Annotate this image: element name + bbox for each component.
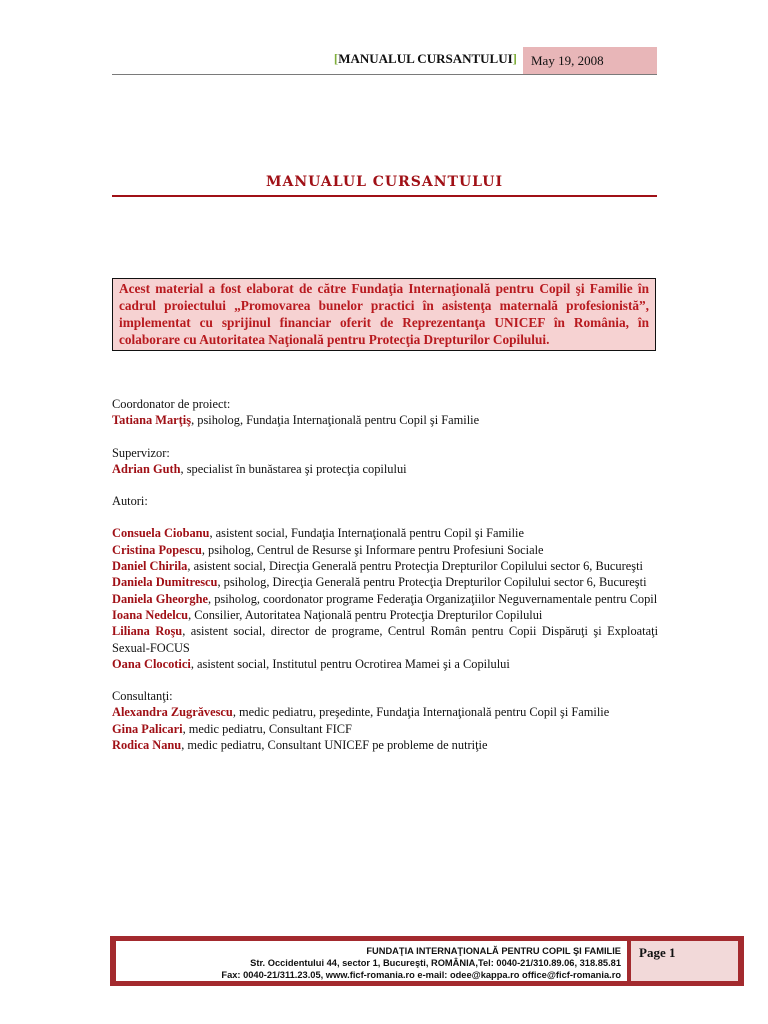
author-name: Daniel Chirila <box>112 559 188 574</box>
supervisor-label: Supervizor: <box>112 445 170 460</box>
consultant-desc: , medic pediatru, Consultant FICF <box>182 721 352 736</box>
author-name: Consuela Ciobanu <box>112 526 210 541</box>
author-name: Oana Clocotici <box>112 656 191 671</box>
consultant-name: Alexandra Zugrăvescu <box>112 705 233 720</box>
author-name: Daniela Gheorghe <box>112 591 209 606</box>
supervisor-desc: , specialist în bunăstarea şi protecţia copilului <box>180 461 407 476</box>
consultant-entry <box>112 737 658 753</box>
author-desc: , psiholog, coordonator programe Federaţia Organizaţiilor Neguvernamentale pentru Copil <box>208 591 658 606</box>
consultant-desc: , medic pediatru, Consultant UNICEF pe probleme de nutriţie <box>181 738 488 753</box>
author-desc: , asistent social, Institutul pentru Ocrotirea Mamei şi a Copilului <box>190 656 510 671</box>
author-desc: , asistent social, Fundaţia Internaţională pentru Copil şi Familie <box>209 526 524 541</box>
footer-contact: Fax: 0040-21/311.23.05, www.ficf-romania.ro e-mail: odee@kappa.ro office@ficf-romania.ro <box>221 970 621 981</box>
footer-org-name: FUNDAŢIA INTERNAŢIONALĂ PENTRU COPIL ŞI FAMILIE <box>366 946 621 956</box>
title-underline <box>112 195 657 197</box>
funding-notice: Acest material a fost elaborat de către Fundaţia Internaţională pentru Copil şi Familie în cadrul proiectului „Promovarea bunelor practici în asistenţa maternală profesionistă”, implementat cu sprijinul financiar oferit de Reprezentanţa UNICEF în România, în colaborare cu Autoritatea Naţională pentru Protecţia Drepturilor Copilului. <box>112 278 656 351</box>
author-entry <box>112 656 658 672</box>
credits-section <box>112 396 658 753</box>
author-desc: , asistent social, Direcţia Generală pentru Protecţia Drepturilor Copilului sector 6, Bucureşti <box>187 559 643 574</box>
author-entry <box>112 623 658 656</box>
author-entry <box>112 542 658 558</box>
authors-label: Autori: <box>112 494 148 509</box>
consultant-name: Gina Palicari <box>112 721 183 736</box>
author-name: Daniela Dumitrescu <box>112 575 218 590</box>
author-entry <box>112 558 658 574</box>
consultant-desc: , medic pediatru, preşedinte, Fundaţia Internaţională pentru Copil şi Familie <box>232 705 610 720</box>
header-bracket-open: [ <box>333 51 339 66</box>
author-desc: , Consilier, Autoritatea Naţională pentru Protecţia Drepturilor Copilului <box>188 607 543 622</box>
coordinator-name: Tatiana Marţiş <box>112 413 192 428</box>
consultants-label: Consultanţi: <box>112 689 173 704</box>
consultant-name: Rodica Nanu <box>112 738 182 753</box>
header-title <box>334 51 517 67</box>
coordinator-desc: , psiholog, Fundaţia Internaţională pentru Copil şi Familie <box>191 413 480 428</box>
supervisor-name: Adrian Guth <box>112 461 181 476</box>
page-number: Page 1 <box>631 941 738 981</box>
page-footer <box>110 936 744 986</box>
footer-address-box <box>116 941 627 981</box>
supervisor-entry <box>112 461 658 477</box>
author-entry <box>112 591 658 607</box>
author-name: Cristina Popescu <box>112 542 202 557</box>
author-name: Ioana Nedelcu <box>112 607 189 622</box>
footer-address: Str. Occidentului 44, sector 1, Bucureşti, ROMÂNIA,Tel: 0040-21/310.89.06, 318.85.81 <box>250 958 621 969</box>
consultant-entry <box>112 704 658 720</box>
author-desc: , asistent social, director de programe, Centrul Român pentru Copii Dispăruţi şi Exploataţi Sexual-FOCUS <box>112 624 659 655</box>
author-entry <box>112 607 658 623</box>
author-entry <box>112 525 658 541</box>
author-name: Liliana Roşu <box>112 624 183 639</box>
header-title-text: MANUALUL CURSANTULUI <box>338 51 513 66</box>
author-desc: , psiholog, Direcţia Generală pentru Protecţia Drepturilor Copilului sector 6, Bucureşti <box>217 575 647 590</box>
consultant-entry <box>112 721 658 737</box>
coordinator-label: Coordonator de proiect: <box>112 397 231 411</box>
page-header <box>112 46 657 75</box>
header-bracket-close: ] <box>512 51 517 66</box>
header-date: May 19, 2008 <box>523 47 657 74</box>
coordinator-entry <box>112 412 658 428</box>
document-title: MANUALUL CURSANTULUI <box>265 174 504 190</box>
author-desc: , psiholog, Centrul de Resurse şi Informare pentru Profesiuni Sociale <box>201 542 544 557</box>
author-entry <box>112 574 658 590</box>
